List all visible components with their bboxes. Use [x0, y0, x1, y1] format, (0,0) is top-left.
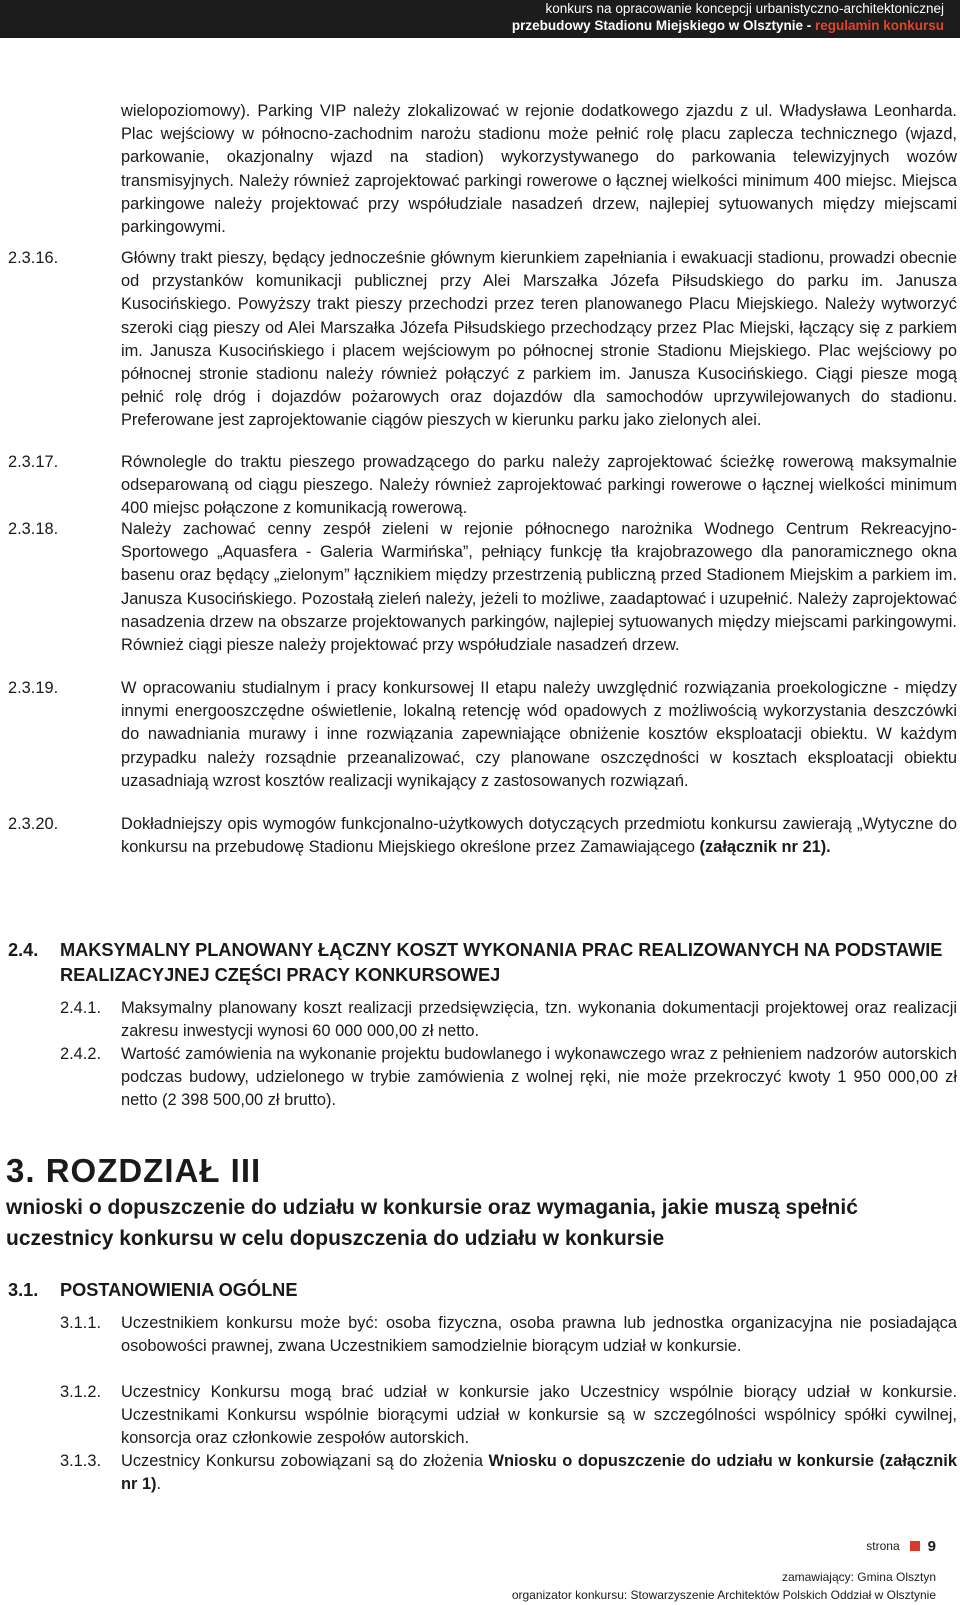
item-text [121, 1450, 957, 1496]
continuation-paragraph: wielopoziomowy). Parking VIP należy zlokalizować w rejonie dodatkowego zjazdu z ul. Władysława Leonharda. Plac wejściowy w północno-zachodnim narożu stadionu może pełnić rolę placu zaplecza technicznego (wjazd, parkowanie, okazjonalny wjazd na stadion) wykorzystywanego do parkowania telewizyjnych wozów transmisyjnych. Należy również zaprojektować parkingi rowerowe o łącznej wielkości minimum 400 miejsc. Miejsca parkingowe należy projektować przy współudziale nasadzeń drzew, najlepiej sytuowanych między miejscami parkingowymi. [121, 102, 957, 237]
page-number: 9 [927, 1538, 936, 1555]
item-text: W opracowaniu studialnym i pracy konkursowej II etapu należy uwzględnić rozwiązania proekologiczne - między innymi energooszczędne oświetlenie, lokalną retencję wód opadowych z możliwością wykorzystania deszczówki do nawadniania murawy i inne rozwiązania zapewniające obniżenie kosztów eksploatacji obiektu. W każdym przypadku należy rozsądnie przeanalizować, czy planowane oszczędności w kosztach eksploatacji obiektu uzasadniają wzrost kosztów realizacji wynikający z zastosowanych rozwiązań. [121, 679, 957, 790]
item-text: Równolegle do traktu pieszego prowadzącego do parku należy zaprojektować ścieżkę rowerową maksymalnie odseparowaną od ciągu pieszego. Należy również zaprojektować parkingi rowerowe o łącznej wielkości minimum 400 miejsc połączone z komunikacją rowerową. [121, 453, 957, 518]
header-accent: regulamin konkursu [814, 18, 944, 33]
item-number: 2.3.18. [8, 520, 59, 538]
item-number: 2.4.2. [60, 1045, 102, 1063]
item-text-main: Uczestnicy Konkursu zobowiązani są do złożenia [121, 1452, 489, 1470]
item-text [121, 813, 957, 859]
header-line-1: konkurs na opracowanie koncepcji urbanistyczno-architektonicznej [545, 1, 944, 16]
footer-organizer: organizator konkursu: Stowarzyszenie Architektów Polskich Oddział w Olsztynie [511, 1588, 936, 1602]
item-text: Uczestnikiem konkursu może być: osoba fizyczna, osoba prawna lub jednostka organizacyjna nie posiadająca osobowości prawnej, zwana Uczestnikiem samodzielnie biorącym udział w konkursie. [121, 1314, 957, 1356]
section-title: POSTANOWIENIA OGÓLNE [60, 1280, 298, 1300]
item-text-main: Dokładniejszy opis wymogów funkcjonalno-użytkowych dotyczących przedmiotu konkursu zawierają „Wytyczne do konkursu na przebudowę Stadionu Miejskiego określone przez Zamawiającego [121, 815, 957, 857]
section-heading-3-1 [8, 1278, 298, 1303]
item-number: 3.1.3. [60, 1452, 102, 1470]
section-heading-2-4 [8, 938, 943, 985]
item-text: Należy zachować cenny zespół zieleni w rejonie północnego narożnika Wodnego Centrum Rekreacyjno-Sportowego „Aquasfera - Galeria Warmińska”, pełniący funkcję tła krajobrazowego dla panoramicznego okna basenu oraz będący „zielonym” łącznikiem między przestrzenią publiczną przed Stadionem Miejskim a parkiem im. Janusza Kusocińskiego. Pozostałą zieleń należy, jeżeli to możliwe, zaadaptować i uzupełnić. Należy zaprojektować nasadzenia drzew na obszarze projektowanych parkingów, najlepiej sytuowanych między miejscami parkingowymi. Również ciągi piesze należy projektować przy współudziale nasadzeń drzew. [121, 520, 957, 655]
section-number: 3.1. [8, 1280, 39, 1300]
attachment-reference: Wniosku o dopuszczenie do udziału w konkursie (załącznik nr 1) [121, 1452, 957, 1494]
footer-client: zamawiający: Gmina Olsztyn [781, 1570, 936, 1584]
item-number: 2.4.1. [60, 999, 102, 1017]
header-line-2 [512, 18, 944, 33]
attachment-reference: (załącznik nr 21). [699, 838, 831, 857]
chapter-title: 3. ROZDZIAŁ III [6, 1152, 262, 1189]
page-label: strona [866, 1539, 900, 1553]
item-text: Główny trakt pieszy, będący jednocześnie głównym kierunkiem zapełniania i ewakuacji stadionu, prowadzi obecnie od przystanków komunikacji publicznej przy Alei Marszałka Józefa Piłsudskiego do parku im. Janusza Kusocińskiego. Powyższy trakt pieszy przechodzi przez teren planowanego Placu Miejskiego. Należy wytworzyć szeroki ciąg pieszy od Alei Marszałka Józefa Piłsudskiego przechodzący przez Plac Miejski, łączący się z parkiem im. Janusza Kusocińskiego i placem wejściowym po północnej stronie Stadionu Miejskiego. Plac wejściowy po północnej stronie stadionu należy również połączyć z parkiem im. Janusza Kusocińskiego. Ciągi piesze mogą pełnić rolę dróg i dojazdów pożarowych oraz dojazdów dla samochodów uprzywilejowanych do stadionu. Preferowane jest zaprojektowanie ciągów pieszych w kierunku parku jako zielonych alei. [121, 249, 957, 430]
page-marker-square [910, 1541, 920, 1551]
page-number-block [866, 1538, 936, 1555]
item-text: Uczestnicy Konkursu mogą brać udział w konkursie jako Uczestnicy wspólnie biorący udział w konkursie. Uczestnikami Konkursu wspólnie biorącymi udział w konkursie są w szczególności wspólnicy spółki cywilnej, konsorcja oraz członkowie zespołów autorskich. [121, 1383, 957, 1448]
section-title: MAKSYMALNY PLANOWANY ŁĄCZNY KOSZT WYKONANIA PRAC REALIZOWANYCH NA PODSTAWIE REALIZACYJNEJ CZĘŚCI PRACY KONKURSOWEJ [60, 940, 943, 985]
item-text: Maksymalny planowany koszt realizacji przedsięwzięcia, tzn. wykonania dokumentacji projektowej oraz realizacji zakresu inwestycji wynosi 60 000 000,00 zł netto. [121, 999, 957, 1041]
page-header [0, 0, 960, 38]
item-number: 2.3.20. [8, 815, 59, 833]
item-text-tail: . [156, 1475, 162, 1494]
item-number: 2.3.19. [8, 679, 59, 697]
header-title: przebudowy Stadionu Miejskiego w Olsztynie - [511, 18, 815, 33]
section-number: 2.4. [8, 940, 39, 960]
item-number: 2.3.17. [8, 453, 59, 471]
item-text: Wartość zamówienia na wykonanie projektu budowlanego i wykonawczego wraz z pełnieniem nadzorów autorskich podczas budowy, udzielonego w trybie zamówienia z wolnej ręki, nie może przekroczyć kwoty 1 950 000,00 zł netto (2 398 500,00 zł brutto). [121, 1045, 957, 1110]
item-number: 3.1.2. [60, 1383, 102, 1401]
chapter-subtitle: wnioski o dopuszczenie do udziału w konkursie oraz wymagania, jakie muszą spełnić uczestnicy konkursu w celu dopuszczenia do udziału w konkursie [6, 1196, 858, 1250]
item-number: 2.3.16. [8, 249, 59, 267]
item-number: 3.1.1. [60, 1314, 102, 1332]
